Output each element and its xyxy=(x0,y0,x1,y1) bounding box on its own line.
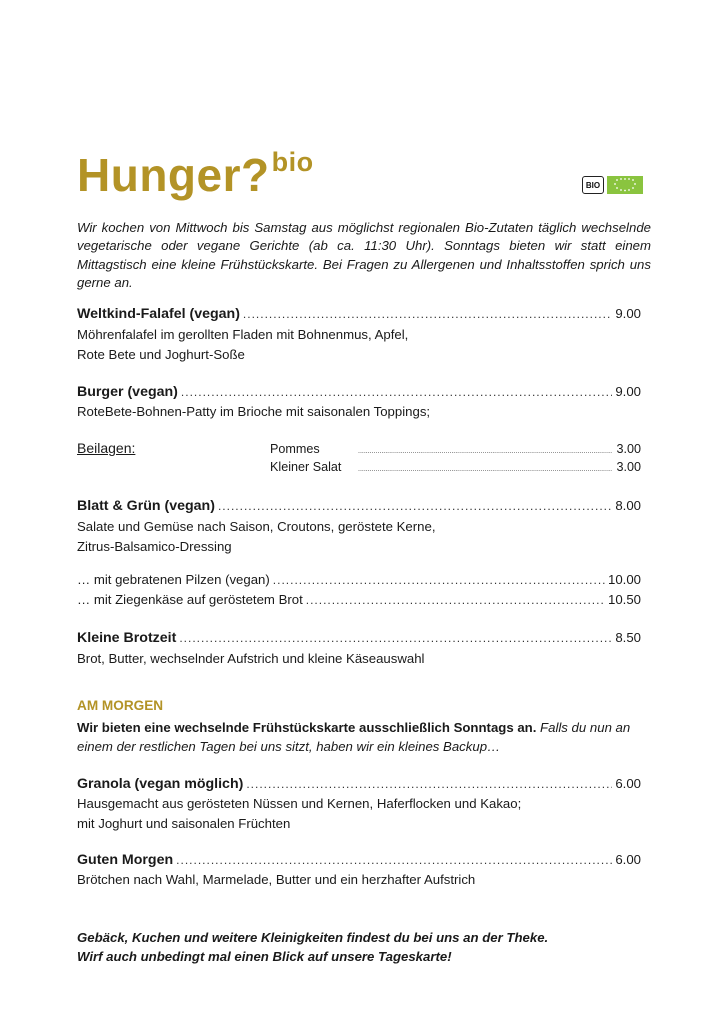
addon-item xyxy=(77,592,641,607)
morning-italic: Falls du nun an einem der restlichen Tagen bei uns sitzt, haben wir ein kleines Backup… xyxy=(77,720,631,754)
title-superscript: bio xyxy=(271,146,314,177)
morning-bold: Wir bieten eine wechselnde Frühstückskarte ausschließlich Sonntags an. xyxy=(77,720,537,735)
menu-item-burger xyxy=(77,384,641,400)
dot-leader xyxy=(358,466,612,473)
item-price: 8.50 xyxy=(615,630,641,645)
dot-leader xyxy=(218,499,612,513)
dot-leader xyxy=(358,448,612,455)
desc-line: Brötchen nach Wahl, Marmelade, Butter und ein herzhafter Aufstrich xyxy=(77,872,476,887)
dot-leader xyxy=(181,385,612,399)
item-description xyxy=(77,325,408,364)
item-description xyxy=(77,794,521,833)
item-description xyxy=(77,870,475,890)
desc-line: RoteBete-Bohnen-Patty im Brioche mit saisonalen Toppings; xyxy=(77,404,431,419)
menu-item-guten-morgen xyxy=(77,852,641,868)
desc-line: Hausgemacht aus gerösteten Nüssen und Kernen, Haferflocken und Kakao; xyxy=(77,796,522,811)
item-name: Burger (vegan) xyxy=(77,384,178,400)
desc-line: Zitrus-Balsamico-Dressing xyxy=(77,538,232,554)
item-description xyxy=(77,402,430,422)
item-description xyxy=(77,517,435,556)
item-price: 6.00 xyxy=(615,776,641,791)
item-name: Granola (vegan möglich) xyxy=(77,776,244,792)
dot-leader xyxy=(176,853,612,867)
side-price: 3.00 xyxy=(616,442,641,456)
addon-name: … mit Ziegenkäse auf geröstetem Brot xyxy=(77,592,303,607)
item-price: 9.00 xyxy=(615,384,641,399)
desc-line: Möhrenfalafel im gerollten Fladen mit Bohnenmus, Apfel, xyxy=(77,327,409,342)
side-item xyxy=(270,460,641,474)
side-item xyxy=(270,442,641,456)
side-name: Pommes xyxy=(270,442,320,456)
item-price: 6.00 xyxy=(615,852,641,867)
addon-price: 10.00 xyxy=(607,572,641,587)
desc-line: mit Joghurt und saisonalen Früchten xyxy=(77,815,291,831)
sides-label: Beilagen: xyxy=(77,440,136,456)
morning-heading: AM MORGEN xyxy=(77,698,164,713)
item-name: Kleine Brotzeit xyxy=(77,630,177,646)
dot-leader xyxy=(306,593,605,607)
item-price: 9.00 xyxy=(615,306,641,321)
footer-line: Gebäck, Kuchen und weitere Kleinigkeiten findest du bei uns an der Theke. xyxy=(77,930,549,945)
item-name: Weltkind-Falafel (vegan) xyxy=(77,306,240,322)
eu-organic-leaf-icon xyxy=(607,176,643,194)
bio-seal-icon xyxy=(582,176,604,194)
desc-line: Brot, Butter, wechselnder Aufstrich und kleine Käseauswahl xyxy=(77,651,425,666)
dot-leader xyxy=(179,631,612,645)
morning-text xyxy=(77,718,657,756)
menu-item-salad xyxy=(77,498,641,514)
item-name: Guten Morgen xyxy=(77,852,174,868)
page-title xyxy=(77,146,314,201)
dot-leader xyxy=(273,573,605,587)
bio-seal-text: BIO xyxy=(585,180,601,190)
title-text: Hunger? xyxy=(77,149,270,201)
addon-name: … mit gebratenen Pilzen (vegan) xyxy=(77,572,270,587)
dot-leader xyxy=(246,777,612,791)
item-price: 8.00 xyxy=(615,498,641,513)
footer-note xyxy=(77,929,548,966)
menu-item-granola xyxy=(77,776,641,792)
addon-price: 10.50 xyxy=(607,592,641,607)
desc-line: Rote Bete und Joghurt-Soße xyxy=(77,346,245,362)
addon-item xyxy=(77,572,641,587)
menu-item-falafel xyxy=(77,306,641,322)
dot-leader xyxy=(243,307,612,321)
menu-item-brotzeit xyxy=(77,630,641,646)
intro-text: Wir kochen von Mittwoch bis Samstag aus möglichst regionalen Bio-Zutaten täglich wechselnde vegetarische oder vegane Gerichte (ab ca. 11:30 Uhr). Sonntags bieten wir statt einem Mittagstisch eine kleine Frühstückskarte. Bei Fragen zu Allergenen und Inhaltsstoffen sprich uns gerne an. xyxy=(77,220,651,291)
footer-line: Wirf auch unbedingt mal einen Blick auf unsere Tageskarte! xyxy=(77,948,452,964)
side-name: Kleiner Salat xyxy=(270,460,342,474)
item-description xyxy=(77,649,424,669)
organic-badges xyxy=(582,176,643,194)
side-price: 3.00 xyxy=(616,460,641,474)
desc-line: Salate und Gemüse nach Saison, Croutons, geröstete Kerne, xyxy=(77,519,436,534)
item-name: Blatt & Grün (vegan) xyxy=(77,498,215,514)
